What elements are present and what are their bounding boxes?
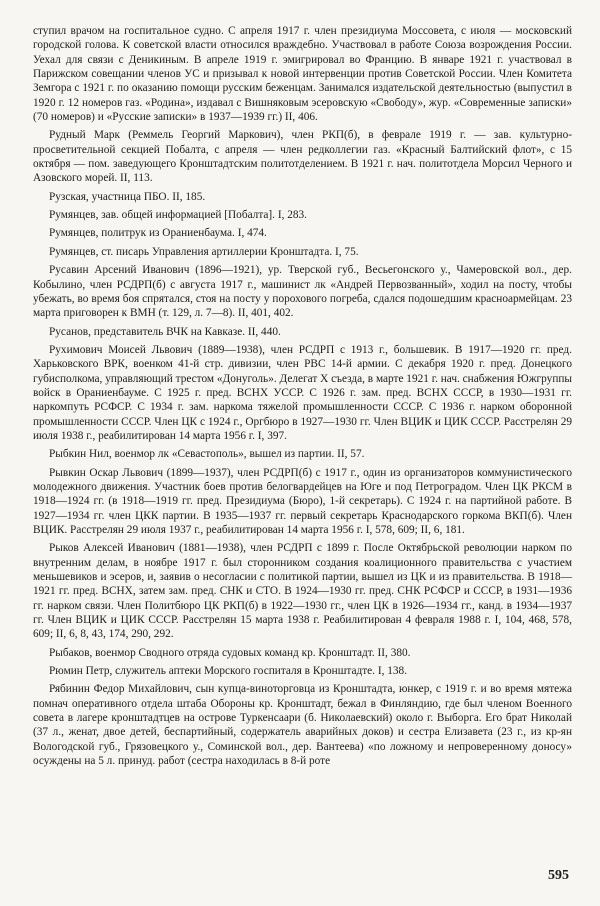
page-number: 595: [548, 868, 569, 883]
entry-rusanov: Русанов, представитель ВЧК на Кавказе. II, 440.: [49, 325, 281, 338]
entry-rybakov: Рыбаков, военмор Сводного отряда судовых команд кр. Кронштадт. II, 380.: [49, 646, 411, 659]
entry-rukhimovich: Рухимович Моисей Львович (1889—1938), член РСДРП с 1913 г., большевик. В 1917—1920 гг. пред. Харьковского ВРК, военком 41-й стр. дивизии, член РВС 14-й армии. С декабря 1920 г. пред. Донецкого губисполкома, управляющий трестом «Донуголь». Делегат X съезда, в марте 1921 г. нач. снабжения Южгруппы войск в Ораниенбауме. С 1925 г. пред. ВСНХ УССР. С 1926 г. зам. пред. ВСНХ СССР, в 1930—1931 гг. наркомпуть РСФСР. С 1934 г. зам. наркома тяжелой промышленности СССР. С 1936 г. нарком оборонной промышленности СССР. Член ЦК с 1924 г., Оргбюро в 1927—1930 гг. Член ВЦИК и ЦИК СССР. Расстрелян 29 июля 1938 г., реабилитирован 14 марта 1956 г. I, 397.: [33, 343, 573, 442]
entry-continuation: ступил врачом на госпитальное судно. С апреля 1917 г. член президиума Моссовета, с июля — московский городской голова. К советской власти относился враждебно. Участвовал в работе Союза возрождения России. Уехал для связи с Деникиным. В апреле 1919 г. эмигрировал во Францию. В январе 1921 г. участвовал в Парижском совещании членов УС и призывал к новой интервенции против Советской России. Член Комитета Земгора с 1921 г. по оказанию помощи русским беженцам. Занимался издательской деятельностью (выпустил в 1920 г. 12 номеров газ. «Родина», издавал с Вишняковым эсеровскую «Свободу», жур. «Современные записки» (70 номеров) и «Русские записки» в 1937—1939 гг.) II, 406.: [33, 25, 572, 124]
entry-rumyantsev-politruk: Румянцев, политрук из Ораниенбаума. I, 474.: [49, 227, 267, 240]
entry-ruzskaya: Рузская, участница ПБО. II, 185.: [49, 190, 206, 203]
entry-rudny: Рудный Марк (Реммель Георгий Маркович), член РКП(б), в феврале 1919 г. — зав. культурно-просветительной секцией Побалта, с апреля — член редколлегии газ. «Красный Балтийский флот», с 15 октября — пом. заведующего Кронштадтским политотделением. В 1921 г. нач. политотдела Морсил Черного и Азовского морей. II, 113.: [33, 129, 572, 185]
entry-rusavin: Русавин Арсений Иванович (1896—1921), ур. Тверской губ., Весьегонского у., Чамеровской вол., дер. Кобылино, член РСДРП(б) с августа 1917 г., машинист лк «Андрей Первозванный», ходил на посту, чтобы убежать, во время боя спрятался, стоя на посту у порохового погреба, сдался подошедшим красноармейцам. 23 марта приговорен к ВМН (т. 129, л. 7—8). II, 401, 402.: [33, 264, 572, 320]
entry-ryumin: Рюмин Петр, служитель аптеки Морского госпиталя в Кронштадте. I, 138.: [49, 665, 408, 678]
entry-ryabinin: Рябинин Федор Михайлович, сын купца-виноторговца из Кронштадта, юнкер, с 1919 г. и во время мятежа помнач оперативного отдела штаба Обороны кр. Кронштадт, бежал в Финляндию, где был членом Военного совета в лагере кронштадтцев на острове Туркенсаари (б. Николаевский) около г. Выборга. Его брат Николай (37 л., женат, двое детей, беспартийный, содержатель аварийных доков) и сестра Елизавета (23 г., из кр-ян Вологодской губ., Грязовецкого у., Соминской вол., дер. Вантеева) «по ложному и непроверенному доносу» осуждены на 5 л. принуд. работ (сестра находилась в 8-й роте: [33, 683, 572, 768]
entry-rumyantsev-pisar: Румянцев, ст. писарь Управления артиллерии Кронштадта. I, 75.: [49, 245, 359, 258]
entry-rumyantsev-info: Румянцев, зав. общей информацией [Побалта]. I, 283.: [49, 209, 307, 222]
entry-rykov: Рыков Алексей Иванович (1881—1938), член РСДРП с 1899 г. После Октябрьской революции нарком по внутренним делам, в ноябре 1917 г. был сторонником создания коалиционного правительства с участием меньшевиков и эсеров, и, заявив о несогласии с политикой партии, вышел из ЦК и из правительства. В 1918—1921 гг. пред. ВСНХ, затем зам. пред. СНК и СТО. В 1924—1930 гг. пред. СНК РСФСР и СССР, в 1931—1936 гг. нарком связи. Член Политбюро ЦК РКП(б) в 1922—1930 гг., член ЦК в 1926—1934 гг., канд. в 1934—1937 гг. Член ВЦИК и ЦИК СССР. Расстрелян 15 марта 1938 г. Реабилитирован 4 февраля 1988 г. I, 104, 468, 578, 609; II, 6, 8, 43, 174, 290, 292.: [33, 542, 572, 641]
entry-ryvkin: Рывкин Оскар Львович (1899—1937), член РСДРП(б) с 1917 г., один из организаторов коммунистического молодежного движения. Участник боев против белогвардейцев на Юге и под Петроградом. Член ЦК РКСМ в 1918—1924 гг. (в 1918—1919 гг. пред. Президиума (Бюро), 1-й секретарь). С 1924 г. на партийной работе. В 1927—1934 гг. член ЦКК партии. В 1935—1937 гг. первый секретарь Краснодарского горкома ВКП(б). Член ВЦИК. Расстрелян 29 июля 1937 г., реабилитирован 14 марта 1956 г. I, 578, 609; II, 6, 181.: [33, 466, 572, 536]
entry-rybkin: Рыбкин Нил, военмор лк «Севастополь», вышел из партии. II, 57.: [49, 448, 365, 461]
